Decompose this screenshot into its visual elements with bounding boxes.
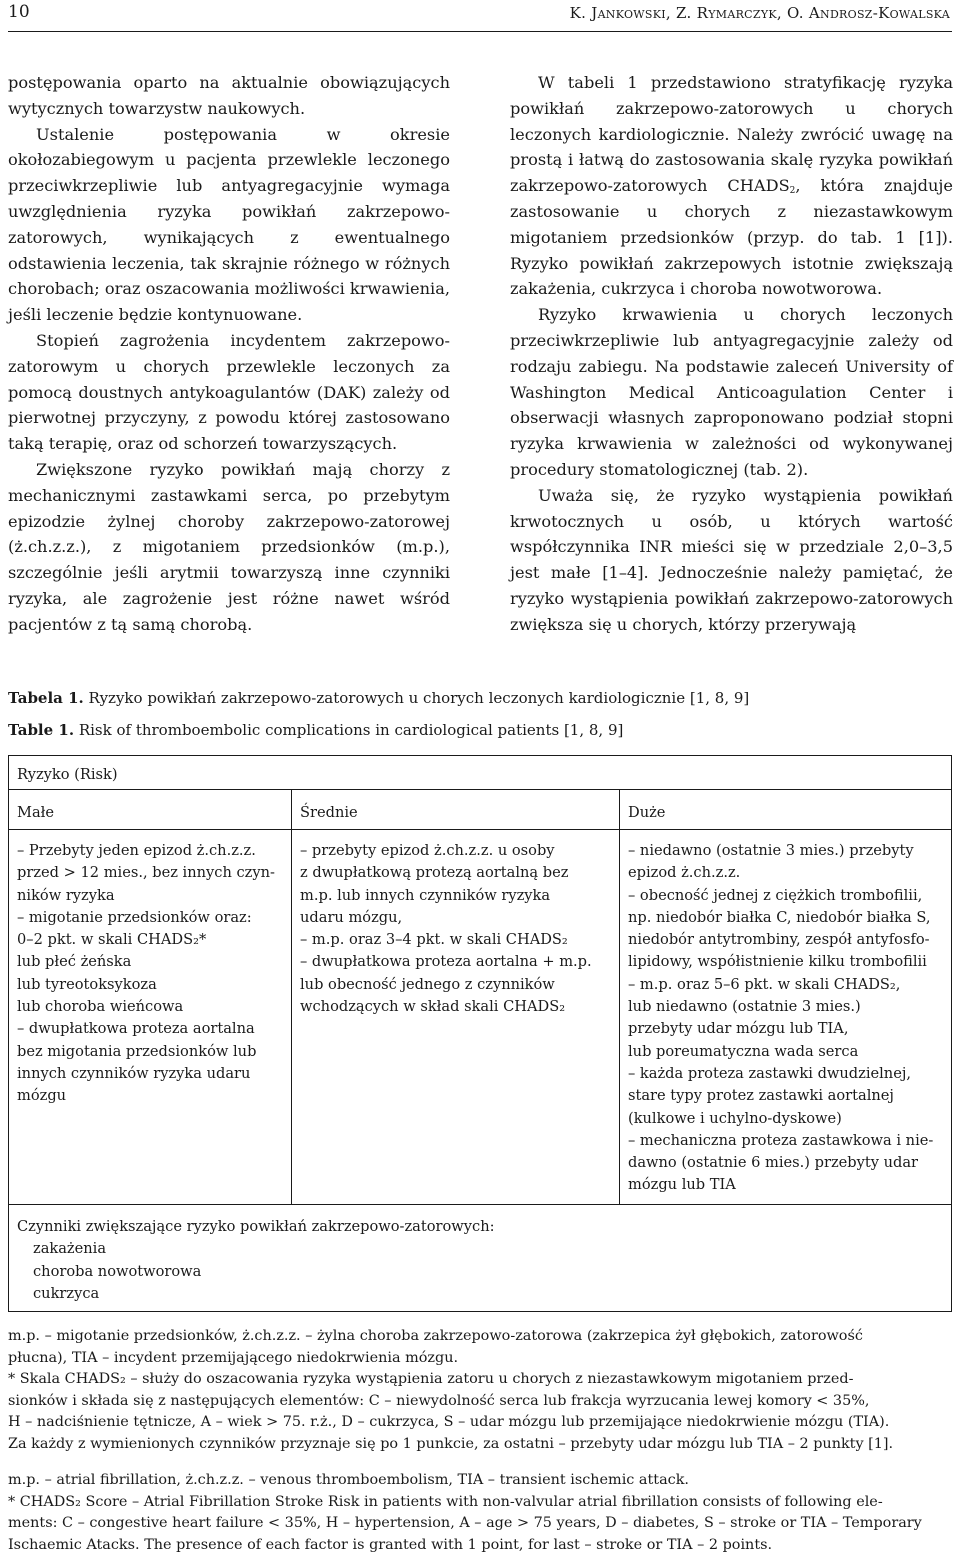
table-cell-line: lub płeć żeńska (17, 953, 132, 971)
table-cell-line: mózgu (17, 1087, 67, 1105)
note-line: Za każdy z wymienionych czynników przyznaje się po 1 punkcie, za ostatni – przebyty udar mózgu lub TIA – 2 punkty [1]. (8, 1435, 894, 1452)
left-column (8, 70, 450, 638)
table-cell-line: lub choroba wieńcowa (17, 998, 184, 1016)
table-caption-pl-text: Ryzyko powikłań zakrzepowo-zatorowych u chorych leczonych kardiologicznie [1, 8, 9] (83, 689, 750, 707)
table-cell-line: przed > 12 mies., bez innych czyn- (17, 864, 275, 882)
left-paragraph-1: postępowania oparto na aktualnie obowiązujących wytycznych towarzystw naukowych. (8, 73, 450, 118)
note-line: m.p. – atrial fibrillation, ż.ch.z.z. – venous thromboembolism, TIA – transient ischemic attack. (8, 1472, 690, 1488)
note-line: płucna), TIA – incydent przemijającego niedokrwienia mózgu. (8, 1349, 459, 1366)
table-cell-line: wchodzących w skład skali CHADS₂ (300, 998, 566, 1016)
cell-small-risk (17, 840, 275, 1108)
table-cell-line: przebyty udar mózgu lub TIA, (628, 1020, 849, 1038)
right-paragraph-1 (510, 70, 953, 302)
right-paragraph-3: Uważa się, że ryzyko wystąpienia powikłań krwotocznych u osób, u których wartość współczynnika INR mieści się w przedziale 2,0–3,5 jest małe [1–4]. Jednocześnie należy pamiętać, że ryzyko wystąpienia powikłań zakrzepowo-zatorowych zwiększa się u chorych, którzy przerywają (510, 485, 953, 634)
cell-large-risk (628, 840, 933, 1197)
table-cell-line: niedobór antytrombiny, zespół antyfosfo- (628, 931, 930, 949)
left-paragraph-3: Stopień zagrożenia incydentem zakrzepowo-zatorowym u chorych przewlekle leczonych za pomocą doustnych antykoagulantów (DAK) zależy od pierwotnej przyczyny, z powodu której zastosowano taką terapię, oraz od schorzeń towarzyszących. (8, 330, 450, 454)
note-line: H – nadciśnienie tętnicze, A – wiek > 75. r.ż., D – cukrzyca, S – udar mózgu lub przemijające niedokrwienie mózgu (TIA). (8, 1414, 890, 1431)
table-rule-3 (9, 1204, 951, 1205)
header-rule (8, 31, 952, 32)
table-footer (17, 1216, 495, 1305)
table-cell-line: – m.p. oraz 5–6 pkt. w skali CHADS₂, (628, 975, 901, 993)
note-line: ments: C – congestive heart failure < 35%, H – hypertension, A – age > 75 years, D – diabetes, S – stroke or TIA – Temporary (8, 1515, 922, 1532)
cell-medium-risk (300, 840, 592, 1018)
table-caption-pl-label: Tabela 1. (8, 689, 84, 707)
running-head: K. Jankowski, Z. Rymarczyk, O. Androsz-Kowalska (569, 4, 950, 22)
table-cell-line: lub niedawno (ostatnie 3 mies.) (628, 998, 861, 1016)
table-cell-line: lipidowy, współistnienie kilku trombofilii (628, 953, 927, 971)
table-cell-line: – dwupłatkowa proteza aortalna + m.p. (300, 953, 592, 971)
table-cell-line: – m.p. oraz 3–4 pkt. w skali CHADS₂ (300, 931, 568, 949)
table-caption-en (8, 720, 623, 740)
table-cell-line: m.p. lub innych czynników ryzyka (300, 886, 551, 904)
note-line: m.p. – migotanie przedsionków, ż.ch.z.z. – żylna choroba zakrzepowo-zatorowa (zakrzepica żył głębokich, zatorowość (8, 1328, 863, 1344)
note-line: * CHADS₂ Score – Atrial Fibrillation Stroke Risk in patients with non-valvular atrial fibrillation consists of following ele- (8, 1493, 883, 1510)
table-footer-item: cukrzyca (33, 1284, 100, 1302)
table-cell-line: – migotanie przedsionków oraz: (17, 908, 252, 926)
table-cell-line: ników ryzyka (17, 886, 115, 904)
table-cell-line: – przebyty epizod ż.ch.z.z. u osoby (300, 842, 555, 859)
table-caption-en-label: Table 1. (8, 721, 75, 739)
right-paragraph-1-part-a: W tabeli 1 przedstawiono stratyfikację ryzyka powikłań zakrzepowo-zatorowych u chorych leczonych kardiologicznie. Należy zwrócić uwagę na prostą i łatwą do zastosowania skalę ryzyka powikłań zakrzepowo-zatorowych CHADS (510, 73, 953, 196)
right-paragraph-2: Ryzyko krwawienia u chorych leczonych przeciwkrzepliwie lub antyagregacyjnie zależy od rodzaju zabiegu. Na podstawie zaleceń University of Washington Medical Anticoagulation Center i obserwacji własnych zaproponowano podział stopni ryzyka krwawienia w zależności od wykonywanej procedury stomatologicznej (tab. 2). (510, 305, 953, 479)
table-cell-line: mózgu lub TIA (628, 1176, 736, 1194)
table-cell-line: np. niedobór białka C, niedobór białka S, (628, 908, 931, 926)
table-cell-line: epizod ż.ch.z.z. (628, 864, 741, 882)
table-cell-line: stare typy protez zastawki aortalnej (628, 1087, 894, 1105)
table-cell-line: – niedawno (ostatnie 3 mies.) przebyty (628, 842, 914, 859)
table-cell-line: lub tyreotoksykoza (17, 975, 157, 993)
table-rule-2 (9, 829, 951, 830)
right-paragraph-1-part-b: , która znajduje zastosowanie u chorych z niezastawkowym migotaniem przedsionków (przyp. do tab. 1 [1]). Ryzyko powikłań zakrzepowych istotnie zwiększają zakażenia, cukrzyca i choroba nowotworowa. (510, 176, 953, 299)
table-cell-line: lub poreumatyczna wada serca (628, 1042, 859, 1060)
left-paragraph-4: Zwiększone ryzyko powikłań mają chorzy z mechanicznymi zastawkami serca, po przebytym epizodzie żylnej choroby zakrzepowo-zatorowej (ż.ch.z.z.), z migotaniem przedsionków (m.p.), szczególnie jeśli arytmii towarzyszą inne czynniki ryzyka, ale zagrożenie jest różne nawet wśród pacjentów z tą samą chorobą. (8, 459, 450, 634)
table-divider-1 (291, 789, 292, 1204)
table-cell-line: – każda proteza zastawki dwudzielnej, (628, 1064, 912, 1082)
risk-table (8, 755, 952, 1312)
right-column (510, 70, 953, 638)
table-cell-line: udaru mózgu, (300, 908, 403, 926)
table-footer-item: zakażenia (33, 1240, 107, 1258)
table-cell-line: – mechaniczna proteza zastawkowa i nie- (628, 1131, 934, 1149)
note-line: sionków i składa się z następujących elementów: C – niewydolność serca lub frakcja wyrzucania lewej komory < 35%, (8, 1392, 870, 1409)
table-notes-en (8, 1470, 952, 1556)
table-cell-line: (kulkowe i uchylno-dyskowe) (628, 1109, 842, 1127)
column-header-medium: Średnie (300, 804, 358, 821)
table-cell-line: lub obecność jednego z czynników (300, 975, 555, 993)
table-title: Ryzyko (Risk) (17, 766, 118, 783)
table-cell-line: – dwupłatkowa proteza aortalna (17, 1020, 255, 1038)
table-rule-1 (9, 789, 951, 790)
table-caption-en-text: Risk of thromboembolic complications in cardiological patients [1, 8, 9] (74, 721, 624, 739)
table-footer-item: choroba nowotworowa (33, 1262, 202, 1280)
table-cell-line: dawno (ostatnie 6 mies.) przebyty udar (628, 1154, 919, 1172)
note-line: * Skala CHADS₂ – służy do oszacowania ryzyka wystąpienia zatoru u chorych z niezastawkowym migotaniem przed- (8, 1371, 854, 1388)
table-caption-pl (8, 688, 749, 708)
table-cell-line: innych czynników ryzyka udaru (17, 1064, 251, 1082)
table-cell-line: – obecność jednej z ciężkich trombofilii, (628, 886, 923, 904)
table-notes-pl (8, 1326, 952, 1456)
left-paragraph-2: Ustalenie postępowania w okresie okołozabiegowym u pacjenta przewlekle leczonego przeciwkrzepliwie lub antyagregacyjnie wymaga uwzględnienia ryzyka powikłań zakrzepowo-zatorowych, wynikających z ewentualnego odstawienia leczenia, tak skrajnie różnego w różnych chorobach; oraz oszacowania możliwości krwawienia, jeśli leczenie będzie kontynuowane. (8, 124, 450, 325)
chads-subscript: 2 (789, 186, 796, 197)
column-header-small: Małe (17, 804, 55, 821)
column-header-large: Duże (628, 804, 666, 821)
page-number: 10 (8, 2, 30, 22)
table-divider-2 (619, 789, 620, 1204)
table-cell-line: 0–2 pkt. w skali CHADS₂* (17, 931, 207, 949)
table-cell-line: z dwupłatkową protezą aortalną bez (300, 864, 569, 882)
table-footer-title: Czynniki zwiększające ryzyko powikłań zakrzepowo-zatorowych: (17, 1218, 495, 1235)
table-cell-line: – Przebyty jeden epizod ż.ch.z.z. (17, 842, 256, 859)
table-cell-line: bez migotania przedsionków lub (17, 1042, 257, 1060)
note-line: Ischaemic Atacks. The presence of each factor is granted with 1 point, for last – stroke or TIA – 2 points. (8, 1536, 773, 1553)
